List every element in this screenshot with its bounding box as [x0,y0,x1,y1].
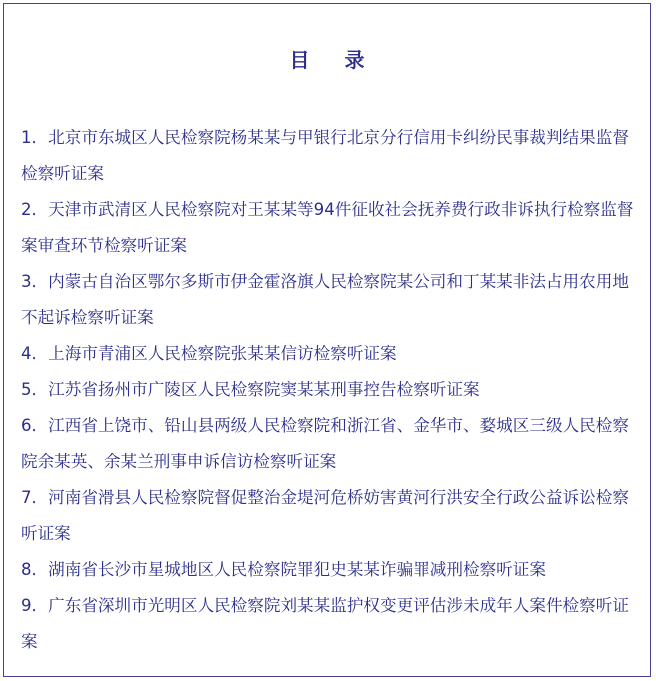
toc-item-2: 2．天津市武清区人民检察院对王某某等94件征收社会抚养费行政非诉执行检察监督案审查环节检察听证案 [21,200,634,255]
toc-item-1: 1．北京市东城区人民检察院杨某某与甲银行北京分行信用卡纠纷民事裁判结果监督检察听证案 [21,128,629,183]
table-of-contents [21,120,643,660]
document-frame [3,3,651,677]
toc-item-6: 6．江西省上饶市、铅山县两级人民检察院和浙江省、金华市、婺城区三级人民检察院余某英、余某兰刑事申诉信访检察听证案 [21,416,629,471]
toc-item-4: 4．上海市青浦区人民检察院张某某信访检察听证案 [21,344,397,363]
toc-item-8: 8．湖南省长沙市星城地区人民检察院罪犯史某某诈骗罪减刑检察听证案 [21,560,546,579]
toc-item-7: 7．河南省滑县人民检察院督促整治金堤河危桥妨害黄河行洪安全行政公益诉讼检察听证案 [21,488,629,543]
toc-item-5: 5．江苏省扬州市广陵区人民检察院窦某某刑事控告检察听证案 [21,380,480,399]
toc-item-3: 3．内蒙古自治区鄂尔多斯市伊金霍洛旗人民检察院某公司和丁某某非法占用农用地不起诉检察听证案 [21,272,629,327]
document-title: 目 录 [289,48,379,72]
toc-item-9: 9．广东省深圳市光明区人民检察院刘某某监护权变更评估涉未成年人案件检察听证案 [21,596,629,651]
